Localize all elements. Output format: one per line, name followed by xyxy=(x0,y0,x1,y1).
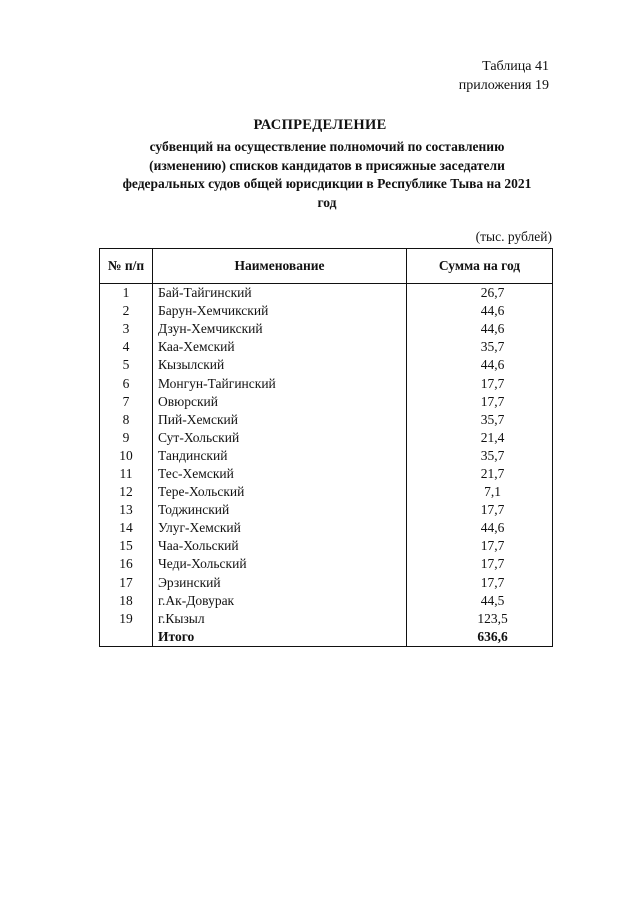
row-sum: 17,7 xyxy=(407,501,553,519)
table-row xyxy=(100,465,553,483)
row-number: 18 xyxy=(100,592,153,610)
row-name: Кызылский xyxy=(153,356,407,374)
table-row xyxy=(100,574,553,592)
table-row xyxy=(100,338,553,356)
row-sum: 17,7 xyxy=(407,537,553,555)
table-row xyxy=(100,483,553,501)
annex-reference: приложения 19 xyxy=(458,78,549,93)
row-number: 10 xyxy=(100,447,153,465)
row-name: Бай-Тайгинский xyxy=(153,284,407,303)
row-name: Тес-Хемский xyxy=(153,465,407,483)
table-row xyxy=(100,393,553,411)
row-number: 17 xyxy=(100,574,153,592)
header-sum: Сумма на год xyxy=(407,249,553,284)
row-number: 12 xyxy=(100,483,153,501)
table-row xyxy=(100,302,553,320)
row-sum: 44,6 xyxy=(407,356,553,374)
table-row xyxy=(100,592,553,610)
table-row xyxy=(100,537,553,555)
row-number: 1 xyxy=(100,284,153,303)
row-name: Эрзинский xyxy=(153,574,407,592)
row-name: Тандинский xyxy=(153,447,407,465)
row-name: Пий-Хемский xyxy=(153,411,407,429)
table-row xyxy=(100,610,553,628)
subtitle-line: (изменению) списков кандидатов в присяжные заседатели xyxy=(149,157,505,173)
row-number: 14 xyxy=(100,519,153,537)
subtitle-line: федеральных судов общей юрисдикции в Республике Тыва на 2021 xyxy=(122,176,532,191)
table-row xyxy=(100,501,553,519)
row-number: 15 xyxy=(100,537,153,555)
subtitle-line: год xyxy=(317,194,337,210)
table-row xyxy=(100,429,553,447)
subtitle-line: субвенций на осуществление полномочий по составлению xyxy=(149,139,505,154)
row-sum: 17,7 xyxy=(407,393,553,411)
row-number: 13 xyxy=(100,501,153,519)
row-sum: 35,7 xyxy=(407,411,553,429)
row-number: 2 xyxy=(100,302,153,320)
row-number: 3 xyxy=(100,320,153,338)
row-sum: 21,4 xyxy=(407,429,553,447)
total-empty-cell xyxy=(100,628,153,647)
row-name: Чеди-Хольский xyxy=(153,555,407,573)
document-title: РАСПРЕДЕЛЕНИЕ xyxy=(253,117,387,133)
table-row xyxy=(100,320,553,338)
row-sum: 35,7 xyxy=(407,338,553,356)
table-row xyxy=(100,411,553,429)
row-name: Дзун-Хемчикский xyxy=(153,320,407,338)
row-name: Тоджинский xyxy=(153,501,407,519)
total-sum: 636,6 xyxy=(407,628,553,647)
distribution-table xyxy=(99,248,553,647)
table-row xyxy=(100,284,553,303)
row-sum: 44,6 xyxy=(407,302,553,320)
row-sum: 35,7 xyxy=(407,447,553,465)
row-number: 7 xyxy=(100,393,153,411)
row-sum: 123,5 xyxy=(407,610,553,628)
row-sum: 44,6 xyxy=(407,320,553,338)
row-number: 16 xyxy=(100,555,153,573)
header-number: № п/п xyxy=(100,249,153,284)
row-sum: 44,6 xyxy=(407,519,553,537)
table-row xyxy=(100,519,553,537)
row-name: г.Кызыл xyxy=(153,610,407,628)
row-name: Каа-Хемский xyxy=(153,338,407,356)
row-name: Чаа-Хольский xyxy=(153,537,407,555)
table-header-row xyxy=(100,249,553,284)
header-name: Наименование xyxy=(153,249,407,284)
row-sum: 21,7 xyxy=(407,465,553,483)
table-reference xyxy=(459,57,549,95)
table-row xyxy=(100,374,553,392)
row-number: 9 xyxy=(100,429,153,447)
units-label: (тыс. рублей) xyxy=(475,229,552,244)
total-row xyxy=(100,628,553,647)
row-sum: 17,7 xyxy=(407,555,553,573)
row-name: Овюрский xyxy=(153,393,407,411)
row-number: 5 xyxy=(100,356,153,374)
table-body xyxy=(100,284,553,647)
row-number: 4 xyxy=(100,338,153,356)
row-sum: 26,7 xyxy=(407,284,553,303)
row-name: г.Ак-Довурак xyxy=(153,592,407,610)
row-number: 8 xyxy=(100,411,153,429)
row-sum: 17,7 xyxy=(407,374,553,392)
row-name: Улуг-Хемский xyxy=(153,519,407,537)
row-sum: 44,5 xyxy=(407,592,553,610)
row-name: Монгун-Тайгинский xyxy=(153,374,407,392)
row-sum: 7,1 xyxy=(407,483,553,501)
row-name: Тере-Хольский xyxy=(153,483,407,501)
row-sum: 17,7 xyxy=(407,574,553,592)
row-name: Сут-Хольский xyxy=(153,429,407,447)
document-subtitle xyxy=(100,138,554,212)
table-row xyxy=(100,555,553,573)
row-name: Барун-Хемчикский xyxy=(153,302,407,320)
total-label: Итого xyxy=(153,628,407,647)
table-row xyxy=(100,447,553,465)
row-number: 6 xyxy=(100,374,153,392)
table-row xyxy=(100,356,553,374)
row-number: 19 xyxy=(100,610,153,628)
table-number: Таблица 41 xyxy=(482,59,549,74)
row-number: 11 xyxy=(100,465,153,483)
